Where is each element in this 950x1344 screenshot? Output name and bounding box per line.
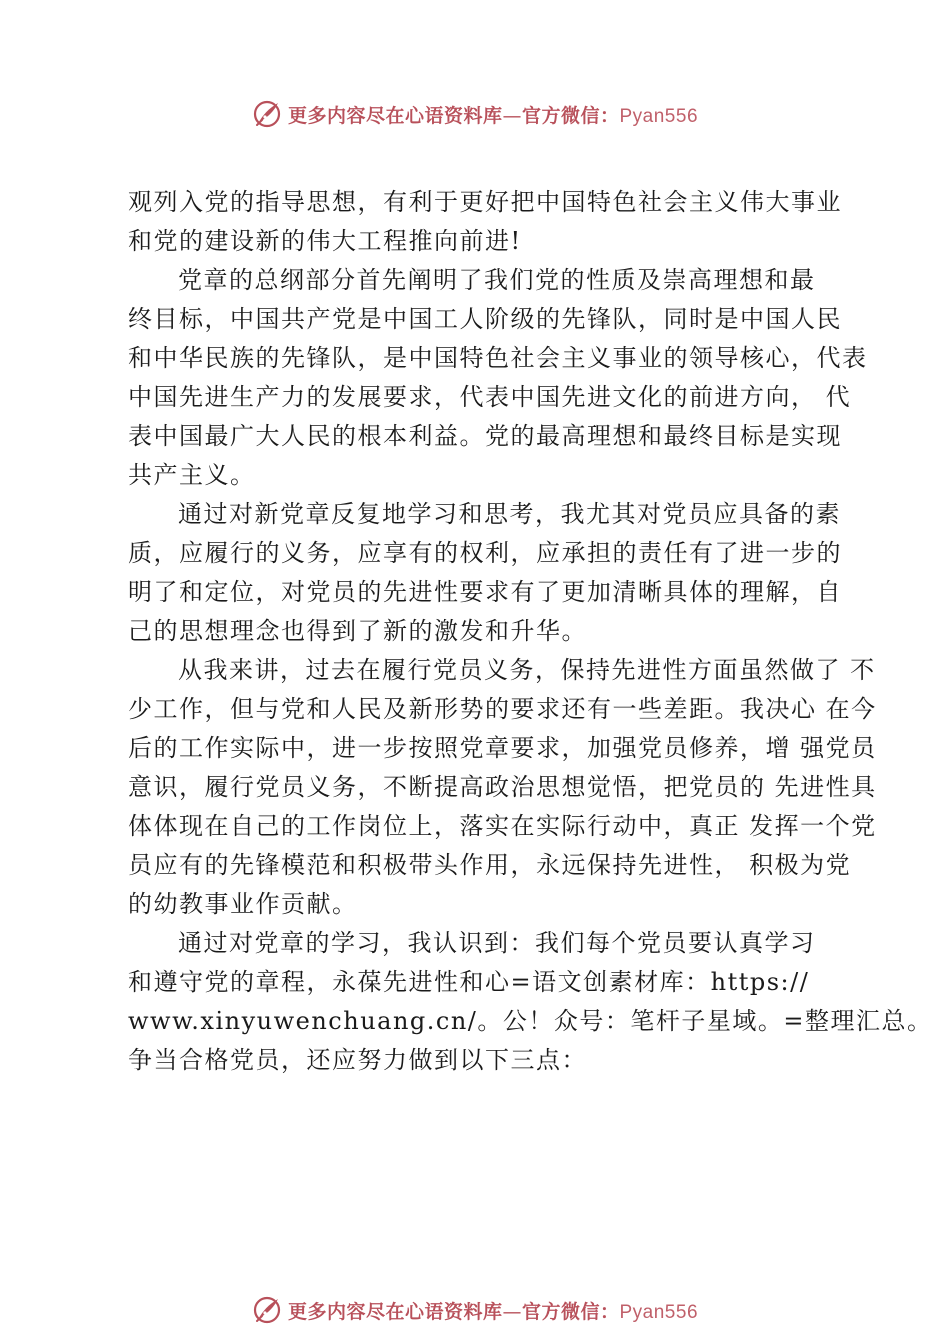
paragraph-line: www.xinyuwenchuang.cn/。公！众号：笔杆子星域。=整理汇总。 — [128, 1007, 933, 1035]
header-banner — [0, 92, 950, 136]
paragraph-line: 质，应履行的义务，应享有的权利，应承担的责任有了进一步的 — [128, 539, 842, 567]
paragraph-2 — [128, 261, 868, 495]
paragraph-line: 党章的总纲部分首先阐明了我们党的性质及崇高理想和最 — [178, 266, 816, 294]
footer-wechat-label: 官方微信： — [521, 1300, 620, 1323]
paragraph-1 — [128, 183, 848, 261]
footer-banner — [0, 1288, 950, 1332]
document-body — [128, 183, 933, 1080]
paragraph-4 — [128, 651, 877, 924]
paragraph-line: 己的思想理念也得到了新的激发和升华。 — [128, 617, 587, 645]
paragraph-3 — [128, 495, 848, 651]
paragraph-line: 的幼教事业作贡献。 — [128, 890, 358, 918]
paragraph-5 — [128, 924, 933, 1080]
paragraph-line: 终目标，中国共产党是中国工人阶级的先锋队，同时是中国人民 — [128, 305, 842, 333]
paragraph-line: 意识，履行党员义务，不断提高政治思想觉悟，把党员的 先进性具 — [128, 773, 877, 801]
footer-separator: — — [502, 1300, 522, 1323]
paragraph-line: 表中国最广大人民的根本利益。党的最高理想和最终目标是实现 — [128, 422, 842, 450]
quill-pen-logo-icon — [252, 1295, 282, 1325]
paragraph-line: 体体现在自己的工作岗位上，落实在实际行动中，真正 发挥一个党 — [128, 812, 877, 840]
footer-brand: 更多内容尽在心语资料库 — [287, 1300, 503, 1323]
footer-banner-text — [288, 1297, 698, 1324]
paragraph-line: 少工作，但与党和人民及新形势的要求还有一些差距。我决心 在今 — [128, 695, 877, 723]
paragraph-line: 通过对新党章反复地学习和思考，我尤其对党员应具备的素 — [178, 500, 841, 528]
paragraph-line: 争当合格党员，还应努力做到以下三点： — [128, 1046, 587, 1074]
header-wechat-label: 官方微信： — [521, 104, 620, 127]
paragraph-line: 共产主义。 — [128, 461, 256, 489]
header-brand: 更多内容尽在心语资料库 — [287, 104, 503, 127]
paragraph-line: 明了和定位，对党员的先进性要求有了更加清晰具体的理解，自 — [128, 578, 842, 606]
header-wechat-id: Pyan556 — [619, 105, 699, 127]
paragraph-line: 和中华民族的先锋队，是中国特色社会主义事业的领导核心，代表 — [128, 344, 868, 372]
paragraph-line: 观列入党的指导思想，有利于更好把中国特色社会主义伟大事业 — [128, 188, 842, 216]
paragraph-line: 中国先进生产力的发展要求，代表中国先进文化的前进方向， 代 — [128, 383, 852, 411]
paragraph-line: 后的工作实际中，进一步按照党章要求，加强党员修养，增 强党员 — [128, 734, 877, 762]
paragraph-line: 员应有的先锋模范和积极带头作用，永远保持先进性， 积极为党 — [128, 851, 852, 879]
quill-pen-logo-icon — [252, 99, 282, 129]
paragraph-line: 通过对党章的学习，我认识到：我们每个党员要认真学习 — [178, 929, 816, 957]
footer-wechat-id: Pyan556 — [619, 1301, 699, 1323]
paragraph-line: 和党的建设新的伟大工程推向前进! — [128, 227, 522, 255]
header-separator: — — [502, 104, 522, 127]
paragraph-line: 从我来讲，过去在履行党员义务，保持先进性方面虽然做了 不 — [178, 656, 876, 684]
header-banner-text — [288, 101, 698, 128]
paragraph-line: 和遵守党的章程，永葆先进性和心=语文创素材库：https:// — [128, 968, 810, 996]
